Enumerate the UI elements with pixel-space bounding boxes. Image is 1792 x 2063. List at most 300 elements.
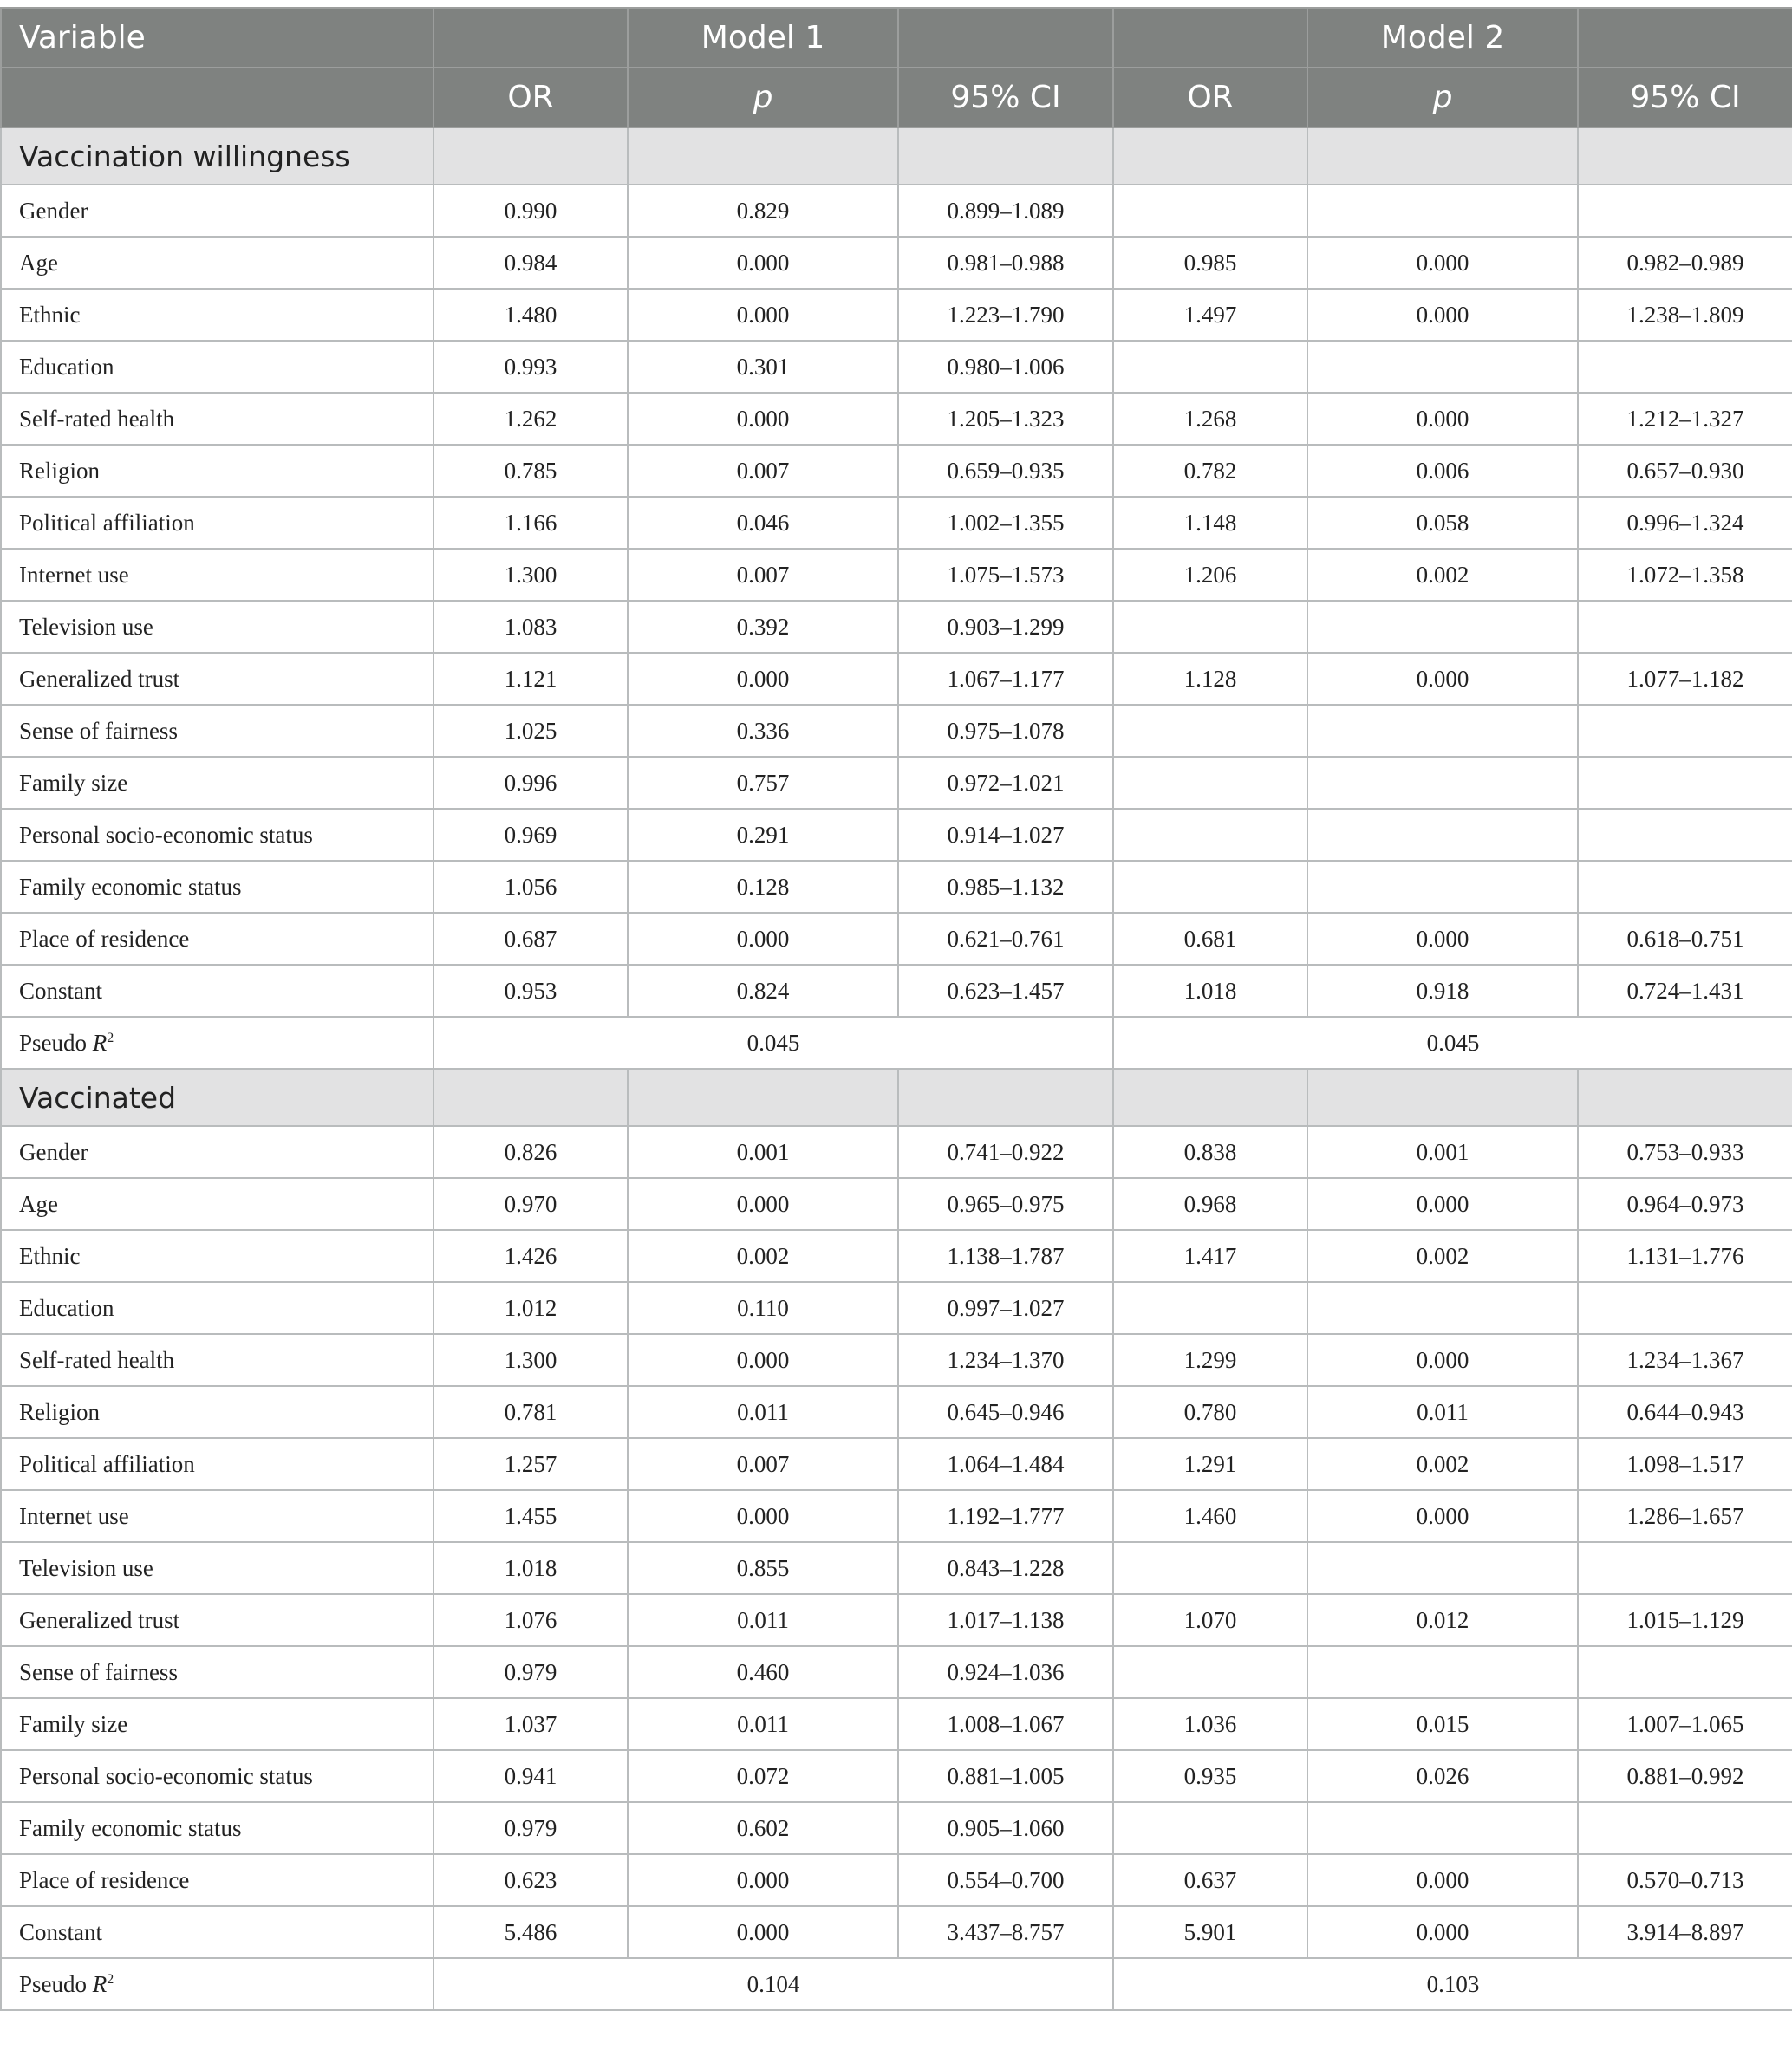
variable-cell: Place of residence — [1, 1854, 433, 1906]
m1-ci-cell: 0.623–1.457 — [898, 965, 1113, 1017]
header-ci: 95% CI — [898, 68, 1113, 127]
m1-ci-cell: 1.205–1.323 — [898, 393, 1113, 445]
m2-p-cell: 0.000 — [1307, 1906, 1578, 1958]
m1-ci-cell: 0.554–0.700 — [898, 1854, 1113, 1906]
variable-cell: Personal socio-economic status — [1, 1750, 433, 1802]
m2-p-cell — [1307, 1802, 1578, 1854]
m2-or-cell: 0.985 — [1113, 237, 1307, 289]
m2-p-cell — [1307, 809, 1578, 861]
r-symbol: R — [92, 1029, 108, 1056]
m1-p-cell: 0.007 — [628, 1438, 898, 1490]
table-body — [1, 127, 1792, 2010]
variable-cell: Sense of fairness — [1, 1646, 433, 1698]
header-p — [1307, 68, 1578, 127]
m2-p-cell: 0.026 — [1307, 1750, 1578, 1802]
header-or: OR — [1113, 68, 1307, 127]
pseudo-label-text: Pseudo — [19, 1970, 88, 1997]
table-row — [1, 1438, 1792, 1490]
m1-ci-cell: 0.924–1.036 — [898, 1646, 1113, 1698]
m2-p-cell: 0.012 — [1307, 1594, 1578, 1646]
table-row — [1, 1594, 1792, 1646]
m2-or-cell: 1.206 — [1113, 549, 1307, 601]
m1-ci-cell: 0.972–1.021 — [898, 757, 1113, 809]
table-row — [1, 1334, 1792, 1386]
m1-p-cell: 0.128 — [628, 861, 898, 913]
m2-p-cell — [1307, 1282, 1578, 1334]
m1-or-cell: 0.826 — [433, 1126, 628, 1178]
r-exponent: 2 — [107, 1030, 114, 1045]
m2-or-cell: 1.070 — [1113, 1594, 1307, 1646]
m1-or-cell: 1.262 — [433, 393, 628, 445]
m2-ci-cell — [1578, 757, 1792, 809]
section-blank-cell — [433, 127, 628, 185]
table-row — [1, 237, 1792, 289]
m2-ci-cell: 1.015–1.129 — [1578, 1594, 1792, 1646]
m2-ci-cell: 3.914–8.897 — [1578, 1906, 1792, 1958]
m1-or-cell: 0.781 — [433, 1386, 628, 1438]
m2-ci-cell — [1578, 705, 1792, 757]
m2-ci-cell: 0.753–0.933 — [1578, 1126, 1792, 1178]
m2-p-cell — [1307, 341, 1578, 393]
m2-or-cell: 0.780 — [1113, 1386, 1307, 1438]
m1-or-cell: 1.056 — [433, 861, 628, 913]
m1-p-cell: 0.602 — [628, 1802, 898, 1854]
m1-or-cell: 1.166 — [433, 497, 628, 549]
table-row — [1, 965, 1792, 1017]
m2-p-cell — [1307, 861, 1578, 913]
m2-p-cell: 0.058 — [1307, 497, 1578, 549]
table-row — [1, 1542, 1792, 1594]
pseudo-r2-row — [1, 1017, 1792, 1069]
variable-cell: Sense of fairness — [1, 705, 433, 757]
m1-p-cell: 0.011 — [628, 1698, 898, 1750]
pseudo-r2-label — [1, 1017, 433, 1069]
m2-ci-cell — [1578, 809, 1792, 861]
m2-or-cell: 1.417 — [1113, 1230, 1307, 1282]
m2-ci-cell: 0.881–0.992 — [1578, 1750, 1792, 1802]
variable-cell: Age — [1, 1178, 433, 1230]
variable-cell: Religion — [1, 445, 433, 497]
m1-or-cell: 0.979 — [433, 1646, 628, 1698]
m2-ci-cell: 1.286–1.657 — [1578, 1490, 1792, 1542]
section-blank-cell — [1113, 1069, 1307, 1126]
m1-or-cell: 1.426 — [433, 1230, 628, 1282]
variable-cell: Political affiliation — [1, 497, 433, 549]
m2-ci-cell: 1.238–1.809 — [1578, 289, 1792, 341]
m2-or-cell: 1.291 — [1113, 1438, 1307, 1490]
m2-ci-cell: 1.072–1.358 — [1578, 549, 1792, 601]
header-blank — [1578, 8, 1792, 68]
m2-p-cell: 0.000 — [1307, 1490, 1578, 1542]
variable-cell: Internet use — [1, 1490, 433, 1542]
r-symbol: R — [92, 1970, 108, 1997]
m2-ci-cell — [1578, 341, 1792, 393]
section-title: Vaccination willingness — [1, 127, 433, 185]
table-header — [1, 8, 1792, 127]
m1-p-cell: 0.000 — [628, 237, 898, 289]
m1-ci-cell: 0.997–1.027 — [898, 1282, 1113, 1334]
m2-or-cell: 1.148 — [1113, 497, 1307, 549]
m2-ci-cell — [1578, 1282, 1792, 1334]
m1-or-cell: 0.623 — [433, 1854, 628, 1906]
m1-ci-cell: 0.899–1.089 — [898, 185, 1113, 237]
m2-ci-cell: 1.077–1.182 — [1578, 653, 1792, 705]
m1-p-cell: 0.301 — [628, 341, 898, 393]
section-blank-cell — [898, 1069, 1113, 1126]
header-blank — [898, 8, 1113, 68]
variable-cell: Generalized trust — [1, 1594, 433, 1646]
m1-or-cell: 0.979 — [433, 1802, 628, 1854]
m1-p-cell: 0.000 — [628, 1906, 898, 1958]
table-row — [1, 1490, 1792, 1542]
m1-ci-cell: 0.843–1.228 — [898, 1542, 1113, 1594]
m1-or-cell: 0.785 — [433, 445, 628, 497]
table-row — [1, 757, 1792, 809]
variable-cell: Place of residence — [1, 913, 433, 965]
m1-p-cell: 0.392 — [628, 601, 898, 653]
m1-or-cell: 1.300 — [433, 1334, 628, 1386]
table-row — [1, 393, 1792, 445]
table-row — [1, 861, 1792, 913]
variable-cell: Generalized trust — [1, 653, 433, 705]
m1-p-cell: 0.000 — [628, 393, 898, 445]
table-row — [1, 809, 1792, 861]
m1-or-cell: 0.687 — [433, 913, 628, 965]
m2-p-cell — [1307, 1542, 1578, 1594]
m2-ci-cell: 1.131–1.776 — [1578, 1230, 1792, 1282]
m1-p-cell: 0.072 — [628, 1750, 898, 1802]
header-p — [628, 68, 898, 127]
m2-or-cell — [1113, 1542, 1307, 1594]
m1-ci-cell: 0.645–0.946 — [898, 1386, 1113, 1438]
m2-p-cell: 0.000 — [1307, 653, 1578, 705]
table-row — [1, 1386, 1792, 1438]
r-exponent: 2 — [107, 1971, 114, 1987]
m1-p-cell: 0.855 — [628, 1542, 898, 1594]
m2-ci-cell — [1578, 601, 1792, 653]
m2-p-cell: 0.000 — [1307, 1854, 1578, 1906]
m2-or-cell — [1113, 809, 1307, 861]
section-blank-cell — [1578, 127, 1792, 185]
pseudo-r2-row — [1, 1958, 1792, 2010]
m1-ci-cell: 0.621–0.761 — [898, 913, 1113, 965]
m2-p-cell: 0.015 — [1307, 1698, 1578, 1750]
header-variable: Variable — [1, 8, 433, 68]
m2-ci-cell: 0.570–0.713 — [1578, 1854, 1792, 1906]
m2-or-cell: 1.497 — [1113, 289, 1307, 341]
m1-ci-cell: 0.981–0.988 — [898, 237, 1113, 289]
variable-cell: Ethnic — [1, 1230, 433, 1282]
section-blank-cell — [628, 127, 898, 185]
m2-p-cell: 0.000 — [1307, 913, 1578, 965]
m1-ci-cell: 0.741–0.922 — [898, 1126, 1113, 1178]
variable-cell: Family size — [1, 1698, 433, 1750]
m1-p-cell: 0.007 — [628, 445, 898, 497]
m1-ci-cell: 0.659–0.935 — [898, 445, 1113, 497]
results-table-container — [0, 7, 1792, 2011]
m1-p-cell: 0.001 — [628, 1126, 898, 1178]
m1-or-cell: 0.941 — [433, 1750, 628, 1802]
m1-or-cell: 1.257 — [433, 1438, 628, 1490]
variable-cell: Constant — [1, 965, 433, 1017]
m1-ci-cell: 0.980–1.006 — [898, 341, 1113, 393]
m2-ci-cell: 1.007–1.065 — [1578, 1698, 1792, 1750]
variable-cell: Self-rated health — [1, 1334, 433, 1386]
m2-ci-cell: 0.964–0.973 — [1578, 1178, 1792, 1230]
m2-or-cell — [1113, 185, 1307, 237]
table-row — [1, 497, 1792, 549]
m2-or-cell — [1113, 1646, 1307, 1698]
variable-cell: Gender — [1, 1126, 433, 1178]
table-row — [1, 1230, 1792, 1282]
m1-or-cell: 1.083 — [433, 601, 628, 653]
m2-or-cell: 0.838 — [1113, 1126, 1307, 1178]
section-blank-cell — [1578, 1069, 1792, 1126]
m1-ci-cell: 1.064–1.484 — [898, 1438, 1113, 1490]
m1-p-cell: 0.000 — [628, 289, 898, 341]
table-row — [1, 1282, 1792, 1334]
m1-ci-cell: 0.975–1.078 — [898, 705, 1113, 757]
m1-p-cell: 0.460 — [628, 1646, 898, 1698]
table-row — [1, 1802, 1792, 1854]
m1-or-cell: 0.990 — [433, 185, 628, 237]
m1-p-cell: 0.829 — [628, 185, 898, 237]
m1-p-cell: 0.110 — [628, 1282, 898, 1334]
variable-cell: Television use — [1, 601, 433, 653]
m2-or-cell: 1.268 — [1113, 393, 1307, 445]
m2-p-cell: 0.002 — [1307, 1230, 1578, 1282]
m1-or-cell: 1.300 — [433, 549, 628, 601]
m2-p-cell: 0.002 — [1307, 549, 1578, 601]
m1-ci-cell: 0.914–1.027 — [898, 809, 1113, 861]
variable-cell: Personal socio-economic status — [1, 809, 433, 861]
m2-p-cell: 0.001 — [1307, 1126, 1578, 1178]
m2-ci-cell: 1.234–1.367 — [1578, 1334, 1792, 1386]
m2-or-cell — [1113, 705, 1307, 757]
table-row — [1, 445, 1792, 497]
table-row — [1, 289, 1792, 341]
m2-ci-cell: 0.724–1.431 — [1578, 965, 1792, 1017]
section-blank-cell — [1307, 127, 1578, 185]
m1-p-cell: 0.757 — [628, 757, 898, 809]
table-row — [1, 705, 1792, 757]
section-blank-cell — [628, 1069, 898, 1126]
variable-cell: Constant — [1, 1906, 433, 1958]
m2-p-cell: 0.000 — [1307, 393, 1578, 445]
section-blank-cell — [1307, 1069, 1578, 1126]
m1-p-cell: 0.011 — [628, 1386, 898, 1438]
m2-or-cell: 1.018 — [1113, 965, 1307, 1017]
m2-or-cell — [1113, 757, 1307, 809]
m1-pseudo-r2-value: 0.104 — [433, 1958, 1113, 2010]
header-blank — [433, 8, 628, 68]
variable-cell: Gender — [1, 185, 433, 237]
m1-ci-cell: 3.437–8.757 — [898, 1906, 1113, 1958]
table-row — [1, 185, 1792, 237]
m1-ci-cell: 1.223–1.790 — [898, 289, 1113, 341]
m1-ci-cell: 1.075–1.573 — [898, 549, 1113, 601]
m2-p-cell: 0.000 — [1307, 237, 1578, 289]
m1-p-cell: 0.000 — [628, 1490, 898, 1542]
variable-cell: Family economic status — [1, 861, 433, 913]
m2-p-cell: 0.006 — [1307, 445, 1578, 497]
m1-or-cell: 1.480 — [433, 289, 628, 341]
m2-or-cell — [1113, 1802, 1307, 1854]
table-row — [1, 601, 1792, 653]
header-model-1: Model 1 — [628, 8, 898, 68]
m1-or-cell: 1.025 — [433, 705, 628, 757]
table-row — [1, 1698, 1792, 1750]
m1-p-cell: 0.011 — [628, 1594, 898, 1646]
header-blank — [1, 68, 433, 127]
m2-ci-cell: 0.618–0.751 — [1578, 913, 1792, 965]
table-row — [1, 913, 1792, 965]
m1-p-cell: 0.000 — [628, 1178, 898, 1230]
m1-or-cell: 1.121 — [433, 653, 628, 705]
m1-ci-cell: 0.881–1.005 — [898, 1750, 1113, 1802]
header-p-label: p — [753, 80, 773, 115]
m1-p-cell: 0.000 — [628, 653, 898, 705]
variable-cell: Self-rated health — [1, 393, 433, 445]
m2-p-cell — [1307, 185, 1578, 237]
table-row — [1, 1178, 1792, 1230]
m2-or-cell: 1.299 — [1113, 1334, 1307, 1386]
m2-ci-cell: 1.212–1.327 — [1578, 393, 1792, 445]
m1-or-cell: 5.486 — [433, 1906, 628, 1958]
m1-p-cell: 0.000 — [628, 1334, 898, 1386]
m2-ci-cell: 0.644–0.943 — [1578, 1386, 1792, 1438]
variable-cell: Religion — [1, 1386, 433, 1438]
table-row — [1, 1646, 1792, 1698]
variable-cell: Television use — [1, 1542, 433, 1594]
table-row — [1, 1906, 1792, 1958]
m1-p-cell: 0.336 — [628, 705, 898, 757]
m1-or-cell: 0.970 — [433, 1178, 628, 1230]
m1-p-cell: 0.000 — [628, 913, 898, 965]
m1-ci-cell: 1.192–1.777 — [898, 1490, 1113, 1542]
m1-p-cell: 0.007 — [628, 549, 898, 601]
m2-p-cell — [1307, 705, 1578, 757]
m1-or-cell: 0.984 — [433, 237, 628, 289]
m2-or-cell: 0.968 — [1113, 1178, 1307, 1230]
variable-cell: Internet use — [1, 549, 433, 601]
m2-p-cell — [1307, 601, 1578, 653]
section-blank-cell — [1113, 127, 1307, 185]
m2-ci-cell: 0.996–1.324 — [1578, 497, 1792, 549]
m1-ci-cell: 0.905–1.060 — [898, 1802, 1113, 1854]
table-row — [1, 653, 1792, 705]
logistic-regression-table — [0, 7, 1792, 2011]
m1-ci-cell: 1.234–1.370 — [898, 1334, 1113, 1386]
m2-ci-cell — [1578, 861, 1792, 913]
m2-pseudo-r2-value: 0.103 — [1113, 1958, 1792, 2010]
variable-cell: Education — [1, 1282, 433, 1334]
m2-ci-cell: 0.982–0.989 — [1578, 237, 1792, 289]
m2-p-cell — [1307, 757, 1578, 809]
m2-ci-cell — [1578, 1646, 1792, 1698]
section-header-row — [1, 127, 1792, 185]
m1-or-cell: 1.012 — [433, 1282, 628, 1334]
m1-p-cell: 0.002 — [628, 1230, 898, 1282]
m1-or-cell: 0.996 — [433, 757, 628, 809]
table-row — [1, 1750, 1792, 1802]
m2-or-cell — [1113, 1282, 1307, 1334]
m1-pseudo-r2-value: 0.045 — [433, 1017, 1113, 1069]
m2-p-cell: 0.011 — [1307, 1386, 1578, 1438]
m2-or-cell: 0.935 — [1113, 1750, 1307, 1802]
m2-p-cell: 0.000 — [1307, 1334, 1578, 1386]
m1-p-cell: 0.000 — [628, 1854, 898, 1906]
m1-or-cell: 1.455 — [433, 1490, 628, 1542]
m1-ci-cell: 0.903–1.299 — [898, 601, 1113, 653]
m2-p-cell — [1307, 1646, 1578, 1698]
m1-ci-cell: 1.002–1.355 — [898, 497, 1113, 549]
variable-cell: Family economic status — [1, 1802, 433, 1854]
table-row — [1, 1126, 1792, 1178]
m1-or-cell: 1.037 — [433, 1698, 628, 1750]
m2-ci-cell: 1.098–1.517 — [1578, 1438, 1792, 1490]
m2-ci-cell — [1578, 185, 1792, 237]
m2-or-cell — [1113, 341, 1307, 393]
m1-p-cell: 0.046 — [628, 497, 898, 549]
m1-p-cell: 0.824 — [628, 965, 898, 1017]
table-row — [1, 1854, 1792, 1906]
pseudo-r2-label — [1, 1958, 433, 2010]
m2-or-cell: 1.128 — [1113, 653, 1307, 705]
header-p-label: p — [1432, 80, 1453, 115]
header-model-2: Model 2 — [1307, 8, 1578, 68]
section-blank-cell — [898, 127, 1113, 185]
m1-or-cell: 0.969 — [433, 809, 628, 861]
header-row-stats — [1, 68, 1792, 127]
m1-ci-cell: 1.008–1.067 — [898, 1698, 1113, 1750]
m1-ci-cell: 1.017–1.138 — [898, 1594, 1113, 1646]
m2-ci-cell: 0.657–0.930 — [1578, 445, 1792, 497]
header-row-models — [1, 8, 1792, 68]
variable-cell: Family size — [1, 757, 433, 809]
m2-ci-cell — [1578, 1802, 1792, 1854]
table-row — [1, 341, 1792, 393]
variable-cell: Age — [1, 237, 433, 289]
m2-ci-cell — [1578, 1542, 1792, 1594]
m1-ci-cell: 0.965–0.975 — [898, 1178, 1113, 1230]
pseudo-label-text: Pseudo — [19, 1029, 88, 1056]
header-blank — [1113, 8, 1307, 68]
table-row — [1, 549, 1792, 601]
variable-cell: Political affiliation — [1, 1438, 433, 1490]
m2-p-cell: 0.918 — [1307, 965, 1578, 1017]
m1-p-cell: 0.291 — [628, 809, 898, 861]
m2-or-cell — [1113, 601, 1307, 653]
section-blank-cell — [433, 1069, 628, 1126]
m2-or-cell: 1.036 — [1113, 1698, 1307, 1750]
section-header-row — [1, 1069, 1792, 1126]
m2-or-cell: 1.460 — [1113, 1490, 1307, 1542]
m2-or-cell: 5.901 — [1113, 1906, 1307, 1958]
section-title: Vaccinated — [1, 1069, 433, 1126]
m1-or-cell: 1.018 — [433, 1542, 628, 1594]
m1-or-cell: 0.993 — [433, 341, 628, 393]
m2-p-cell: 0.000 — [1307, 289, 1578, 341]
variable-cell: Ethnic — [1, 289, 433, 341]
m2-or-cell: 0.782 — [1113, 445, 1307, 497]
m2-or-cell: 0.637 — [1113, 1854, 1307, 1906]
variable-cell: Education — [1, 341, 433, 393]
m2-p-cell: 0.002 — [1307, 1438, 1578, 1490]
header-or: OR — [433, 68, 628, 127]
m1-ci-cell: 0.985–1.132 — [898, 861, 1113, 913]
m2-p-cell: 0.000 — [1307, 1178, 1578, 1230]
